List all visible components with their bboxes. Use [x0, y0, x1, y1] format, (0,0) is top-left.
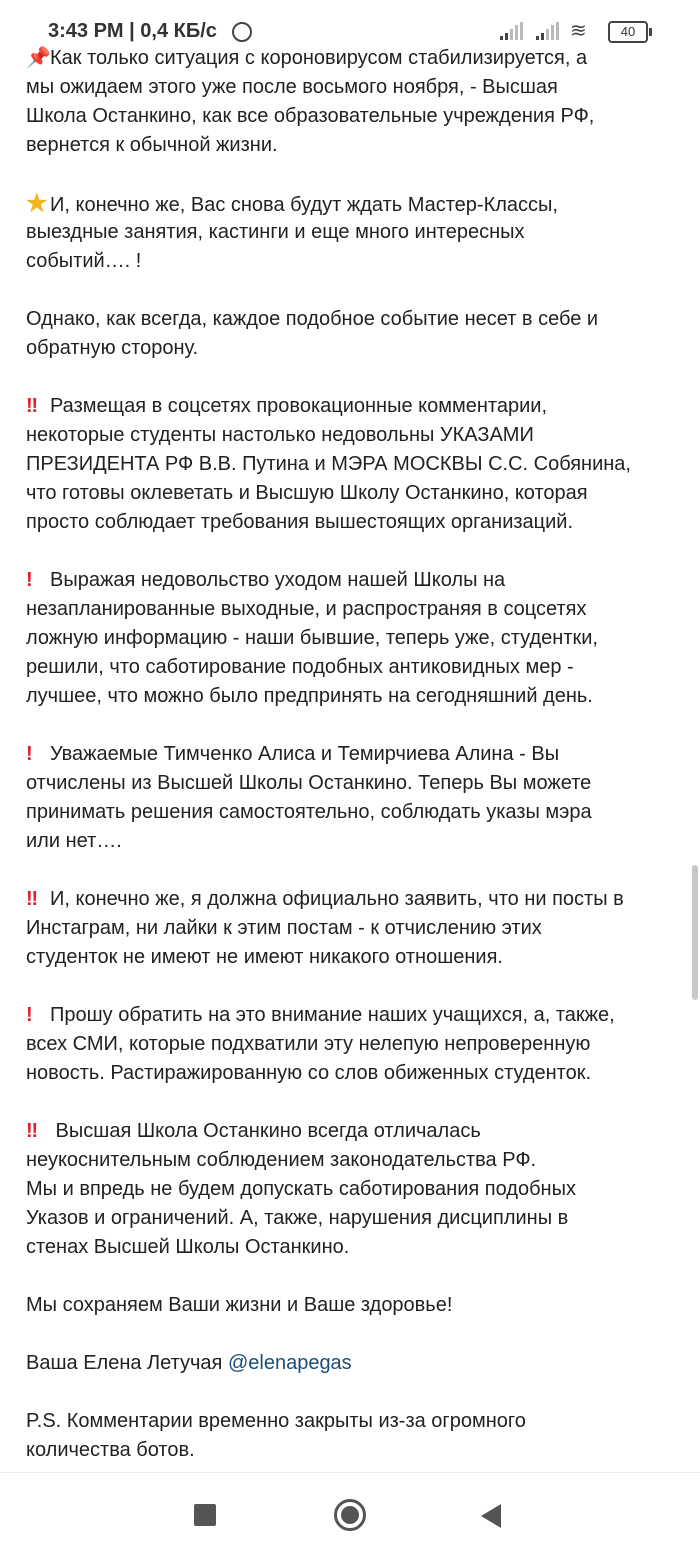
text-line — [26, 218, 686, 247]
line-text: Уважаемые Тимченко Алиса и Темирчиева Алина - Вы — [50, 743, 560, 765]
text-line — [26, 1204, 686, 1233]
line-text: некоторые студенты настолько недовольны УКАЗАМИ — [26, 424, 534, 446]
line-text: выездные занятия, кастинги и еще много интересных — [26, 221, 525, 243]
line-text: Инстаграм, ни лайки к этим постам - к отчислению этих — [26, 917, 542, 939]
double-exclamation-icon: ‼ — [26, 395, 39, 417]
line-text: неукоснительным соблюдением законодательства РФ. — [26, 1149, 537, 1171]
scrollbar[interactable] — [692, 865, 698, 1000]
paragraph-spacer — [26, 972, 686, 1001]
line-text: студенток не имеют не имеют никакого отношения. — [26, 946, 503, 968]
post-paragraph — [26, 392, 686, 537]
line-text: принимать решения самостоятельно, соблюдать указы мэра — [26, 801, 592, 823]
line-text: Школа Останкино, как все образовательные учреждения РФ, — [26, 105, 595, 127]
exclamation-icon: ! — [26, 569, 33, 591]
line-text: стенах Высшей Школы Останкино. — [26, 1236, 350, 1258]
post-paragraph — [26, 885, 686, 972]
line-text: Мы и впредь не будем допускать саботирования подобных — [26, 1178, 576, 1200]
line-text: ПРЕЗИДЕНТА РФ В.В. Путина и МЭРА МОСКВЫ С.С. Собянина, — [26, 453, 631, 475]
line-text: P.S. Комментарии временно закрыты из-за огромного — [26, 1410, 526, 1432]
exclamation-icon: ! — [26, 743, 33, 765]
line-text: Однако, как всегда, каждое подобное событие несет в себе и — [26, 308, 599, 330]
post-paragraph — [26, 1349, 686, 1378]
line-text: количества ботов. — [26, 1439, 195, 1461]
pin-icon: 📌 — [26, 47, 51, 69]
paragraph-spacer — [26, 363, 686, 392]
text-line — [26, 131, 686, 160]
line-text: Мы сохраняем Ваши жизни и Ваше здоровье! — [26, 1294, 453, 1316]
line-text: новость. Растиражированную со слов обиженных студенток. — [26, 1062, 592, 1084]
recents-button[interactable] — [194, 1504, 216, 1526]
text-line — [26, 653, 686, 682]
line-text: событий…. ! — [26, 250, 142, 272]
signal-icon — [536, 22, 559, 40]
text-line — [26, 827, 686, 856]
author-link[interactable]: @elenapegas — [227, 1352, 352, 1374]
paragraph-spacer — [26, 856, 686, 885]
double-exclamation-icon: ‼ — [26, 1120, 39, 1142]
back-button[interactable] — [481, 1504, 501, 1528]
text-line — [26, 1030, 686, 1059]
line-text: Выражая недовольство уходом нашей Школы на — [50, 569, 506, 591]
text-line — [26, 943, 686, 972]
line-text: Высшая Школа Останкино всегда отличалась — [50, 1120, 481, 1142]
post-paragraph — [26, 1407, 686, 1465]
paragraph-spacer — [26, 1320, 686, 1349]
text-line — [26, 1146, 686, 1175]
paragraph-spacer — [26, 160, 686, 189]
text-line — [26, 44, 686, 73]
text-line — [26, 1407, 686, 1436]
paragraph-spacer — [26, 711, 686, 740]
line-text: Прошу обратить на это внимание наших учащихся, а, также, — [50, 1004, 615, 1026]
text-line — [26, 102, 686, 131]
status-time: 3:43 PM | 0,4 КБ/с — [48, 20, 217, 42]
double-exclamation-icon: ‼ — [26, 888, 39, 910]
text-line — [26, 247, 686, 276]
line-text: И, конечно же, Вас снова будут ждать Мастер-Классы, — [50, 194, 558, 216]
text-line — [26, 392, 686, 421]
signal-icon — [500, 22, 523, 40]
text-line — [26, 798, 686, 827]
text-line — [26, 595, 686, 624]
text-line — [26, 769, 686, 798]
text-line — [26, 1059, 686, 1088]
line-text: что готовы оклеветать и Высшую Школу Останкино, которая — [26, 482, 588, 504]
text-line — [26, 421, 686, 450]
line-text: мы ожидаем этого уже после восьмого ноября, - Высшая — [26, 76, 558, 98]
line-text: незапланированные выходные, и распространяя в соцсетях — [26, 598, 587, 620]
text-line — [26, 73, 686, 102]
text-line — [26, 1436, 686, 1465]
text-line — [26, 566, 686, 595]
text-line — [26, 1291, 686, 1320]
text-line — [26, 1001, 686, 1030]
post-paragraph — [26, 1117, 686, 1262]
text-line — [26, 305, 686, 334]
post-paragraph — [26, 566, 686, 711]
status-bar — [0, 0, 700, 44]
battery-icon: 40 — [608, 21, 648, 43]
post-paragraph — [26, 189, 686, 276]
line-text: Ваша Елена Летучая — [26, 1352, 228, 1374]
text-line — [26, 479, 686, 508]
line-text: И, конечно же, я должна официально заявить, что ни посты в — [50, 888, 624, 910]
text-line — [26, 334, 686, 363]
post-paragraph — [26, 1291, 686, 1320]
line-text: всех СМИ, которые подхватили эту нелепую непроверенную — [26, 1033, 591, 1055]
navigation-bar — [0, 1472, 700, 1557]
text-line — [26, 1117, 686, 1146]
post-paragraph — [26, 44, 686, 160]
line-text: решили, что саботирование подобных антиковидных мер - — [26, 656, 574, 678]
text-line — [26, 1349, 686, 1378]
line-text: лучшее, что можно было предпринять на сегодняшний день. — [26, 685, 593, 707]
line-text: Указов и ограничений. А, также, нарушения дисциплины в — [26, 1207, 569, 1229]
star-icon: ★ — [26, 190, 48, 217]
paragraph-spacer — [26, 276, 686, 305]
line-text: Как только ситуация с короновирусом стабилизируется, а — [50, 47, 588, 69]
text-line — [26, 682, 686, 711]
post-body — [26, 44, 686, 1465]
line-text: или нет…. — [26, 830, 122, 852]
line-text: вернется к обычной жизни. — [26, 134, 278, 156]
line-text: обратную сторону. — [26, 337, 199, 359]
post-paragraph — [26, 740, 686, 856]
text-line — [26, 508, 686, 537]
post-paragraph — [26, 1001, 686, 1088]
text-line — [26, 450, 686, 479]
wifi-icon: ≋ — [570, 20, 587, 42]
line-text: отчислены из Высшей Школы Останкино. Теперь Вы можете — [26, 772, 592, 794]
text-line — [26, 885, 686, 914]
line-text: Размещая в соцсетях провокационные комментарии, — [50, 395, 548, 417]
text-line — [26, 914, 686, 943]
text-line — [26, 1175, 686, 1204]
text-line — [26, 1233, 686, 1262]
paragraph-spacer — [26, 1378, 686, 1407]
post-paragraph — [26, 305, 686, 363]
paragraph-spacer — [26, 1262, 686, 1291]
text-line — [26, 189, 686, 218]
paragraph-spacer — [26, 537, 686, 566]
line-text: просто соблюдает требования вышестоящих организаций. — [26, 511, 574, 533]
text-line — [26, 624, 686, 653]
alarm-icon — [232, 22, 252, 42]
exclamation-icon: ! — [26, 1004, 33, 1026]
paragraph-spacer — [26, 1088, 686, 1117]
text-line — [26, 740, 686, 769]
line-text: ложную информацию - наши бывшие, теперь уже, студентки, — [26, 627, 598, 649]
home-button[interactable] — [334, 1499, 366, 1531]
